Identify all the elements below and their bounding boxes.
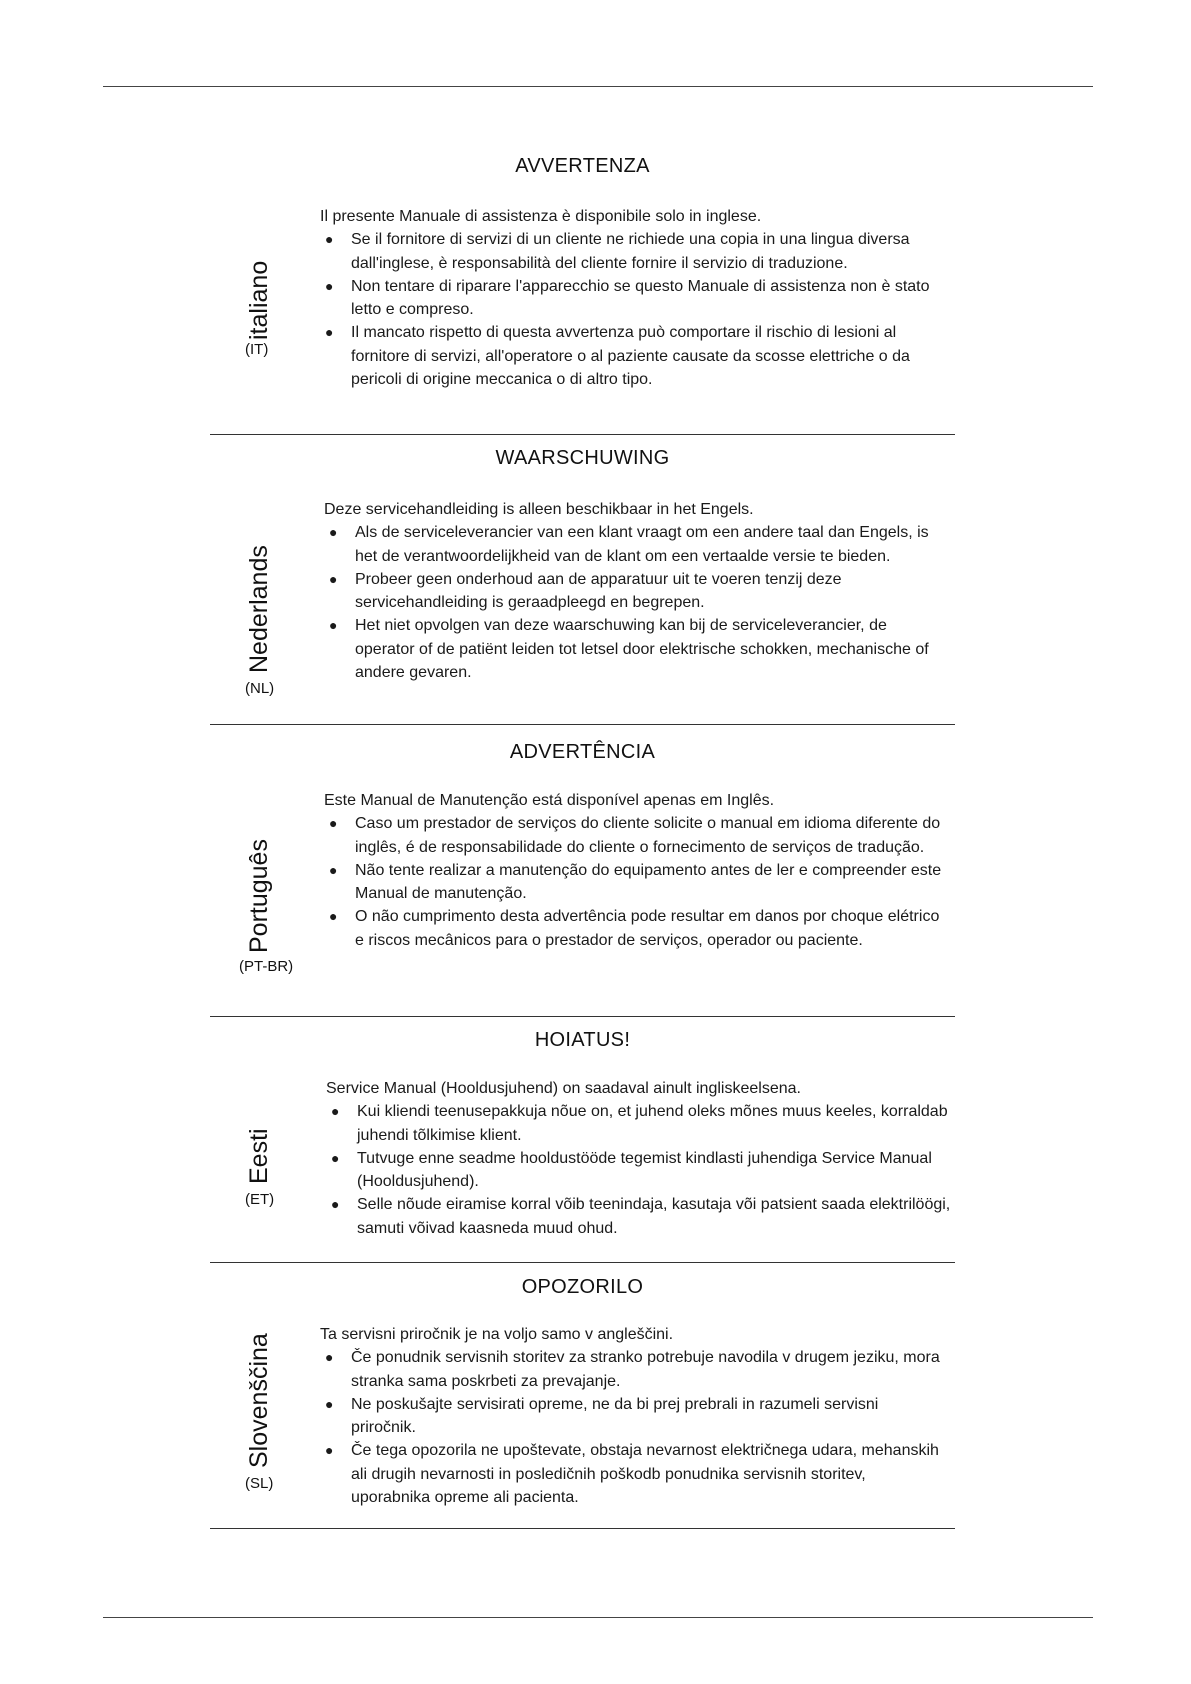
warning-section-pt-br [210,725,955,1017]
language-code: (SL) [245,1475,274,1492]
bullet-icon: ● [325,324,334,341]
warning-section-it [210,140,955,435]
list-item [326,1193,951,1240]
language-name: Slovenščina [245,1333,273,1468]
intro-text: Ta servisni priročnik je na voljo samo v angleščini. [320,1326,674,1343]
bullet-icon: ● [325,1395,334,1412]
section-title: OPOZORILO [521,1276,644,1298]
warning-body [320,1323,945,1509]
intro-text: Este Manual de Manutenção está disponível apenas em Inglês. [324,792,775,809]
list-item [324,614,949,684]
list-item-text: Caso um prestador de serviços do cliente solicite o manual em idioma diferente do inglês, é de responsabilidade do cliente o fornecimento de serviços de tradução. [355,815,941,856]
bullet-list [320,1346,945,1509]
bullet-icon: ● [325,1349,334,1366]
language-name: Eesti [245,1128,273,1184]
bullet-list [324,812,949,952]
bullet-icon: ● [329,570,338,587]
list-item-text: Kui kliendi teenusepakkuja nõue on, et juhend oleks mõnes muus keeles, korraldab juhendi tõlkimise klient. [357,1103,948,1144]
bullet-icon: ● [329,908,338,925]
section-title: AVVERTENZA [515,155,650,177]
bullet-icon: ● [325,231,334,248]
language-code: (ET) [245,1191,275,1208]
warning-section-sl [210,1263,955,1529]
bullet-icon: ● [325,1442,334,1459]
language-code: (NL) [245,680,275,697]
intro-text: Service Manual (Hooldusjuhend) on saadaval ainult ingliskeelsena. [326,1080,801,1097]
bullet-icon: ● [329,524,338,541]
list-item [320,321,945,391]
section-title: WAARSCHUWING [495,447,670,469]
list-item-text: Non tentare di riparare l'apparecchio se questo Manuale di assistenza non è stato letto e compreso. [351,277,930,319]
bullet-icon: ● [325,277,334,294]
bullet-list [320,228,945,391]
language-name: italiano [245,260,273,340]
list-item-text: Se il fornitore di servizi di un cliente ne richiede una copia in una lingua diversa dall'inglese, è responsabilità del cliente fornire il servizio di traduzione. [351,231,910,272]
list-item-text: Če tega opozorila ne upoštevate, obstaja nevarnost električnega udara, mehanskih ali drugih nevarnosti in posledičnih poškodb ponudnika servisnih storitev, uporabnika opreme ali pacienta. [351,1442,939,1507]
list-item [324,859,949,906]
bullet-list [326,1100,951,1240]
list-item-text: Ne poskušajte servisirati opreme, ne da bi prej prebrali in razumeli servisni priročnik. [351,1395,879,1437]
warning-section-nl [210,435,955,725]
list-item [324,812,949,859]
list-item [324,905,949,952]
list-item [320,1346,945,1393]
bullet-icon: ● [331,1196,340,1213]
list-item [324,521,949,568]
list-item [324,568,949,615]
bullet-icon: ● [329,815,338,832]
list-item [326,1147,951,1194]
list-item [320,275,945,322]
page-header-rule [103,86,1093,87]
list-item-text: O não cumprimento desta advertência pode resultar em danos por choque elétrico e riscos mecânicos para o prestador de serviços, operador ou paciente. [355,908,940,949]
language-code: (IT) [245,341,269,358]
bullet-icon: ● [331,1149,340,1166]
list-item-text: Tutvuge enne seadme hooldustööde tegemist kindlasti juhendiga Service Manual (Hooldusjuhend). [357,1149,932,1191]
list-item-text: Het niet opvolgen van deze waarschuwing kan bij de serviceleverancier, de operator of de patiënt leiden tot letsel door elektrische schokken, mechanische of andere gevaren. [355,617,929,682]
list-item [326,1100,951,1147]
section-title: HOIATUS! [534,1029,631,1051]
list-item [320,228,945,275]
warning-body [326,1077,951,1240]
list-item-text: Če ponudnik servisnih storitev za stranko potrebuje navodila v drugem jeziku, mora stranka sama poskrbeti za prevajanje. [351,1349,940,1390]
bullet-icon: ● [329,617,338,634]
warning-body [324,789,949,952]
bullet-icon: ● [331,1103,340,1120]
intro-text: Deze servicehandleiding is alleen beschikbaar in het Engels. [324,501,754,518]
language-name: Nederlands [245,545,273,673]
bullet-list [324,521,949,684]
warning-section-et [210,1017,955,1263]
list-item-text: Selle nõude eiramise korral võib teenindaja, kasutaja või patsient saada elektrilöögi, samuti võivad kaasneda muud ohud. [357,1196,951,1237]
warning-body [324,498,949,684]
list-item-text: Il mancato rispetto di questa avvertenza può comportare il rischio di lesioni al fornitore di servizi, all'operatore o al paziente causate da scosse elettriche o da pericoli di origine meccanica o di altro tipo. [351,324,910,389]
language-code: (PT-BR) [239,958,294,975]
warning-body [320,205,945,391]
section-title: ADVERTÊNCIA [509,741,656,763]
list-item [320,1439,945,1509]
intro-text: Il presente Manuale di assistenza è disponibile solo in inglese. [320,208,762,225]
list-item-text: Als de serviceleverancier van een klant vraagt om een andere taal dan Engels, is het de verantwoordelijkheid van de klant om een vertaalde versie te bieden. [355,524,929,565]
list-item-text: Probeer geen onderhoud aan de apparatuur uit te voeren tenzij deze servicehandleiding is geraadpleegd en begrepen. [355,570,842,612]
list-item [320,1393,945,1440]
list-item-text: Não tente realizar a manutenção do equipamento antes de ler e compreender este Manual de manutenção. [355,861,942,903]
language-name: Português [245,839,273,953]
page-footer-rule [103,1617,1093,1618]
bullet-icon: ● [329,861,338,878]
